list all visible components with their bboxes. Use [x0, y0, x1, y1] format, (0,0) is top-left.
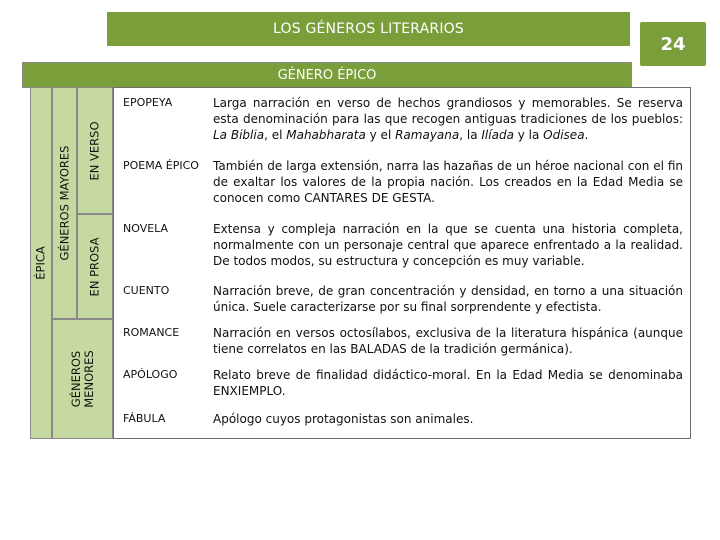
page-title: LOS GÉNEROS LITERARIOS	[273, 21, 464, 37]
description-text: Relato breve de finalidad didáctico-moral. En la Edad Media se denominaba ENXIEMPLO.	[213, 368, 683, 398]
description-text: Apólogo cuyos protagonistas son animales.	[213, 412, 474, 426]
description-title-italic: Ramayana	[395, 128, 460, 142]
category-epica	[30, 87, 52, 439]
title-bar	[107, 12, 630, 46]
genre-description	[213, 283, 683, 315]
genre-term: CUENTO	[123, 284, 170, 297]
category-epica-label: ÉPICA	[33, 246, 48, 280]
category-menores-label-line1: GÉNEROS	[68, 350, 83, 408]
category-verso-label: EN VERSO	[87, 121, 102, 180]
description-title-italic: Mahabharata	[286, 128, 366, 142]
genre-term: APÓLOGO	[123, 368, 178, 381]
description-title-italic: Ilíada	[481, 128, 514, 142]
description-title-italic: Odisea	[543, 128, 585, 142]
page-number: 24	[660, 33, 686, 55]
description-text: Extensa y compleja narración en la que se cuenta una historia completa, normalmente con un personaje central que aparece enfrentado a la realidad. De todos modos, su estructura y concepción es muy variable.	[213, 222, 683, 268]
description-text: , el	[264, 128, 287, 142]
genre-description	[213, 411, 683, 427]
description-title-italic: La Biblia	[213, 128, 265, 142]
category-generos-menores	[52, 319, 113, 439]
category-en-verso	[77, 87, 113, 214]
category-menores-label	[70, 350, 96, 407]
category-generos-mayores	[52, 87, 77, 319]
description-text: Narración breve, de gran concentración y densidad, en torno a una situación única. Suele caracterizarse por su final sorprendente y efectista.	[213, 284, 683, 314]
genre-description	[213, 325, 683, 357]
genre-term: NOVELA	[123, 222, 169, 235]
genre-term: EPOPEYA	[123, 96, 173, 109]
genre-term: ROMANCE	[123, 326, 180, 339]
description-text: y el	[365, 128, 396, 142]
genres-table	[113, 87, 691, 439]
genre-description	[213, 158, 683, 206]
description-text: y la	[513, 128, 544, 142]
category-menores-label-line2: MENORES	[81, 350, 96, 408]
description-text: Larga narración en verso de hechos grandiosos y memorables. Se reserva esta denominación para las que recogen antiguas tradiciones de los pueblos:	[213, 96, 683, 126]
genre-term: FÁBULA	[123, 412, 166, 425]
description-text: También de larga extensión, narra las hazañas de un héroe nacional con el fin de exaltar los valores de la propia nación. Los creados en la Edad Media se conocen como CANTARES DE GESTA.	[213, 159, 683, 205]
genre-description	[213, 95, 683, 143]
description-text: .	[584, 128, 589, 142]
category-en-prosa	[77, 214, 113, 319]
section-title: GÉNERO ÉPICO	[277, 67, 377, 83]
page-number-badge	[640, 22, 706, 66]
genre-description	[213, 221, 683, 269]
section-bar	[22, 62, 632, 88]
description-text: Narración en versos octosílabos, exclusiva de la literatura hispánica (aunque tiene correlatos en las BALADAS de la tradición germánica).	[213, 326, 683, 356]
genre-description	[213, 367, 683, 399]
category-prosa-label: EN PROSA	[87, 237, 102, 296]
description-text: , la	[459, 128, 482, 142]
genre-term: POEMA ÉPICO	[123, 159, 199, 172]
category-mayores-label: GÉNEROS MAYORES	[57, 145, 71, 261]
